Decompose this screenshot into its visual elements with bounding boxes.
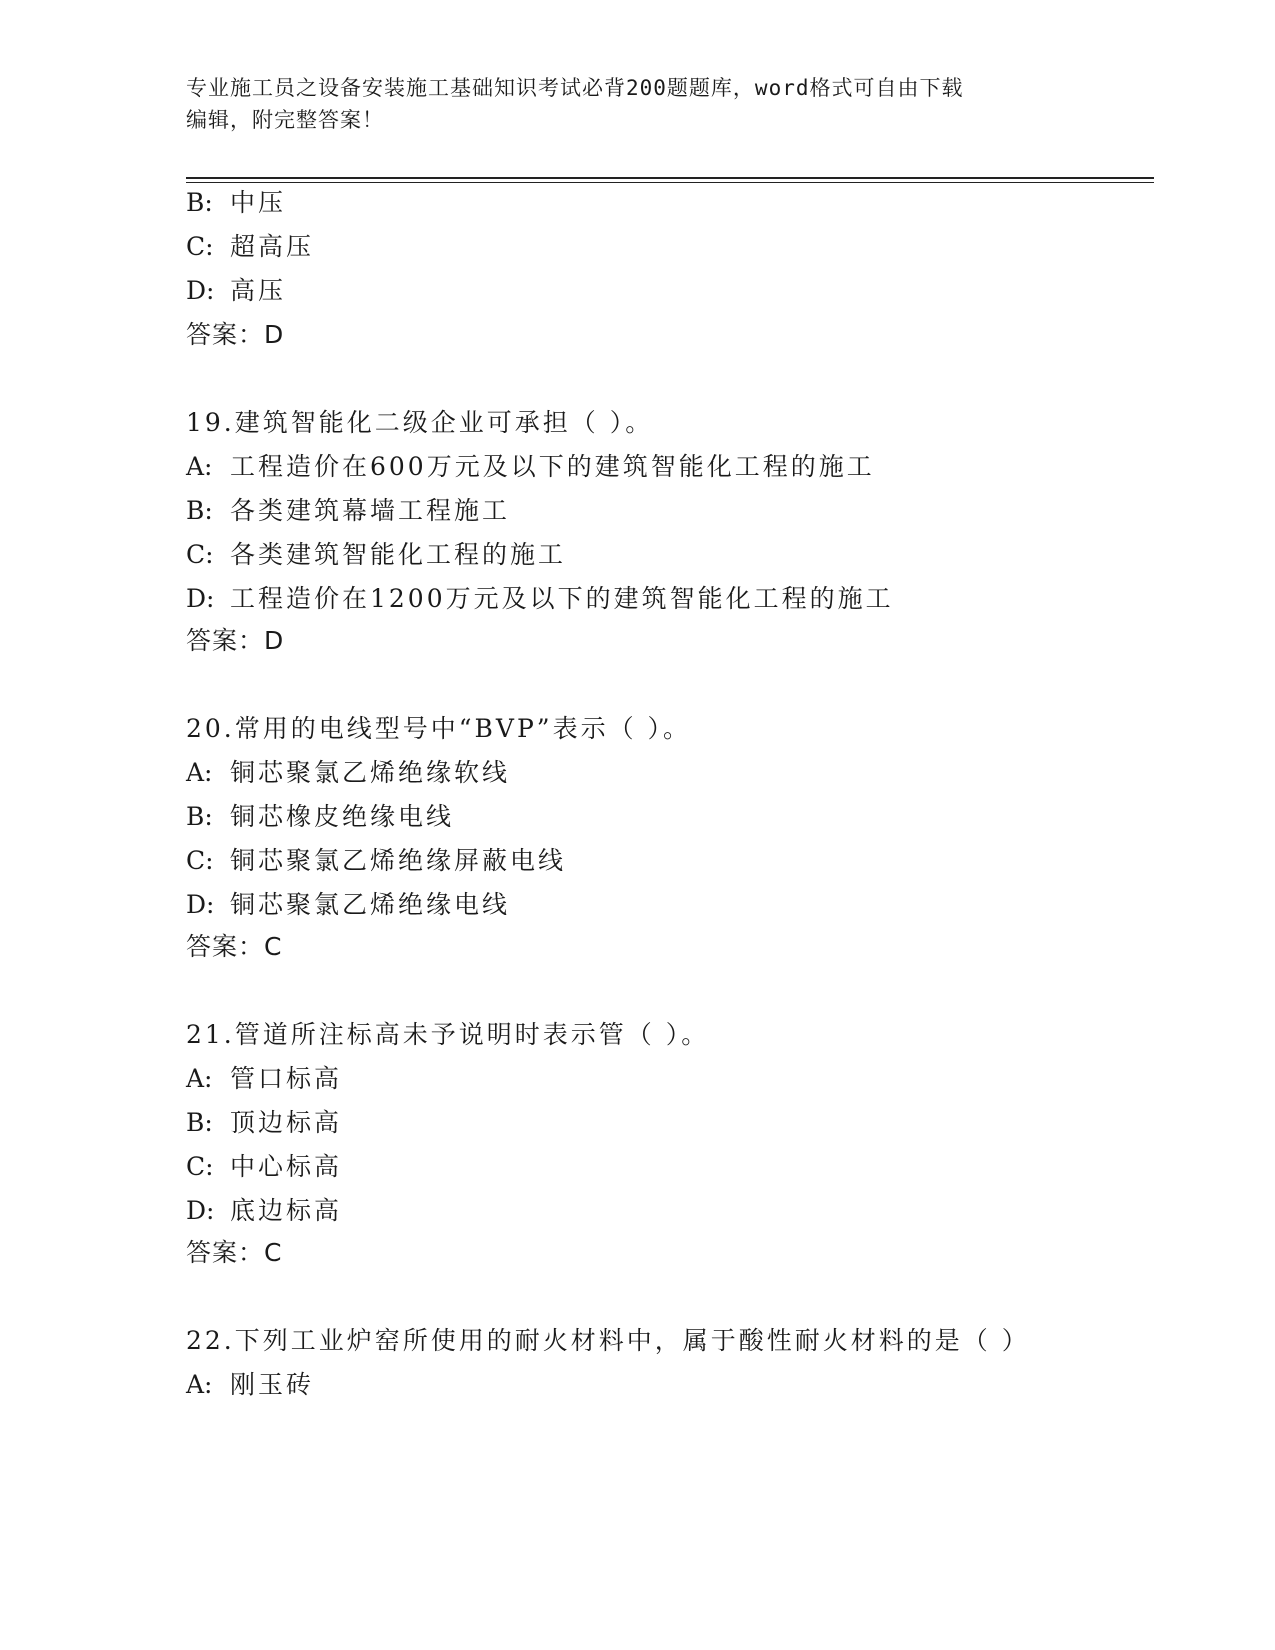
header-divider-thick <box>186 177 1154 179</box>
q19-option-c <box>186 540 566 570</box>
q20-option-b <box>186 802 454 832</box>
option-text: 铜芯聚氯乙烯绝缘屏蔽电线 <box>230 846 567 875</box>
q19-option-d <box>186 584 894 614</box>
option-text: 中压 <box>230 188 287 217</box>
option-prefix: B: <box>186 496 213 525</box>
q20-stem: 20.常用的电线型号中“BVP”表示（ ）。 <box>186 714 692 743</box>
q18-answer: 答案：D <box>186 320 285 349</box>
document-header <box>186 72 1066 136</box>
q22-stem: 22.下列工业炉窑所使用的耐火材料中，属于酸性耐火材料的是（ ） <box>186 1326 1030 1355</box>
option-text: 工程造价在600万元及以下的建筑智能化工程的施工 <box>230 452 875 481</box>
option-prefix: A: <box>186 758 213 787</box>
option-prefix: A: <box>186 452 213 481</box>
option-text: 高压 <box>230 276 287 305</box>
option-prefix: A: <box>186 1370 213 1399</box>
option-text: 底边标高 <box>230 1196 343 1225</box>
q18-option-c <box>186 232 314 262</box>
option-text: 超高压 <box>230 232 315 261</box>
q20-option-a <box>186 758 510 788</box>
option-prefix: D: <box>186 890 215 919</box>
header-line-1: 专业施工员之设备安装施工基础知识考试必背200题题库，word格式可自由下载 <box>186 76 964 100</box>
q19-stem: 19.建筑智能化二级企业可承担（ ）。 <box>186 408 654 437</box>
option-text: 中心标高 <box>230 1152 343 1181</box>
header-line-2: 编辑，附完整答案！ <box>186 108 384 132</box>
option-text: 刚玉砖 <box>230 1370 315 1399</box>
q20-option-d <box>186 890 510 920</box>
q20-answer: 答案：C <box>186 932 283 961</box>
q18-option-d <box>186 276 286 306</box>
option-prefix: D: <box>186 276 215 305</box>
q19-option-b <box>186 496 510 526</box>
q21-option-a <box>186 1064 342 1094</box>
q21-option-c <box>186 1152 342 1182</box>
option-prefix: B: <box>186 188 213 217</box>
option-prefix: C: <box>186 232 214 261</box>
option-text: 管口标高 <box>230 1064 343 1093</box>
q21-answer: 答案：C <box>186 1238 283 1267</box>
header-divider-thin <box>186 182 1154 183</box>
option-text: 铜芯聚氯乙烯绝缘电线 <box>230 890 511 919</box>
option-prefix: C: <box>186 1152 214 1181</box>
option-prefix: C: <box>186 846 214 875</box>
option-prefix: D: <box>186 1196 215 1225</box>
option-text: 各类建筑幕墙工程施工 <box>230 496 511 525</box>
q21-option-b <box>186 1108 342 1138</box>
option-prefix: A: <box>186 1064 213 1093</box>
option-text: 工程造价在1200万元及以下的建筑智能化工程的施工 <box>230 584 894 613</box>
option-prefix: D: <box>186 584 215 613</box>
option-text: 各类建筑智能化工程的施工 <box>230 540 567 569</box>
option-prefix: B: <box>186 1108 213 1137</box>
q19-answer: 答案：D <box>186 626 285 655</box>
option-text: 顶边标高 <box>230 1108 343 1137</box>
option-prefix: C: <box>186 540 214 569</box>
q18-option-b <box>186 188 286 218</box>
q22-option-a <box>186 1370 314 1400</box>
q21-option-d <box>186 1196 342 1226</box>
q19-option-a <box>186 452 875 482</box>
option-text: 铜芯聚氯乙烯绝缘软线 <box>230 758 511 787</box>
option-prefix: B: <box>186 802 213 831</box>
option-text: 铜芯橡皮绝缘电线 <box>230 802 455 831</box>
q20-option-c <box>186 846 566 876</box>
q21-stem: 21.管道所注标高未予说明时表示管（ ）。 <box>186 1020 710 1049</box>
